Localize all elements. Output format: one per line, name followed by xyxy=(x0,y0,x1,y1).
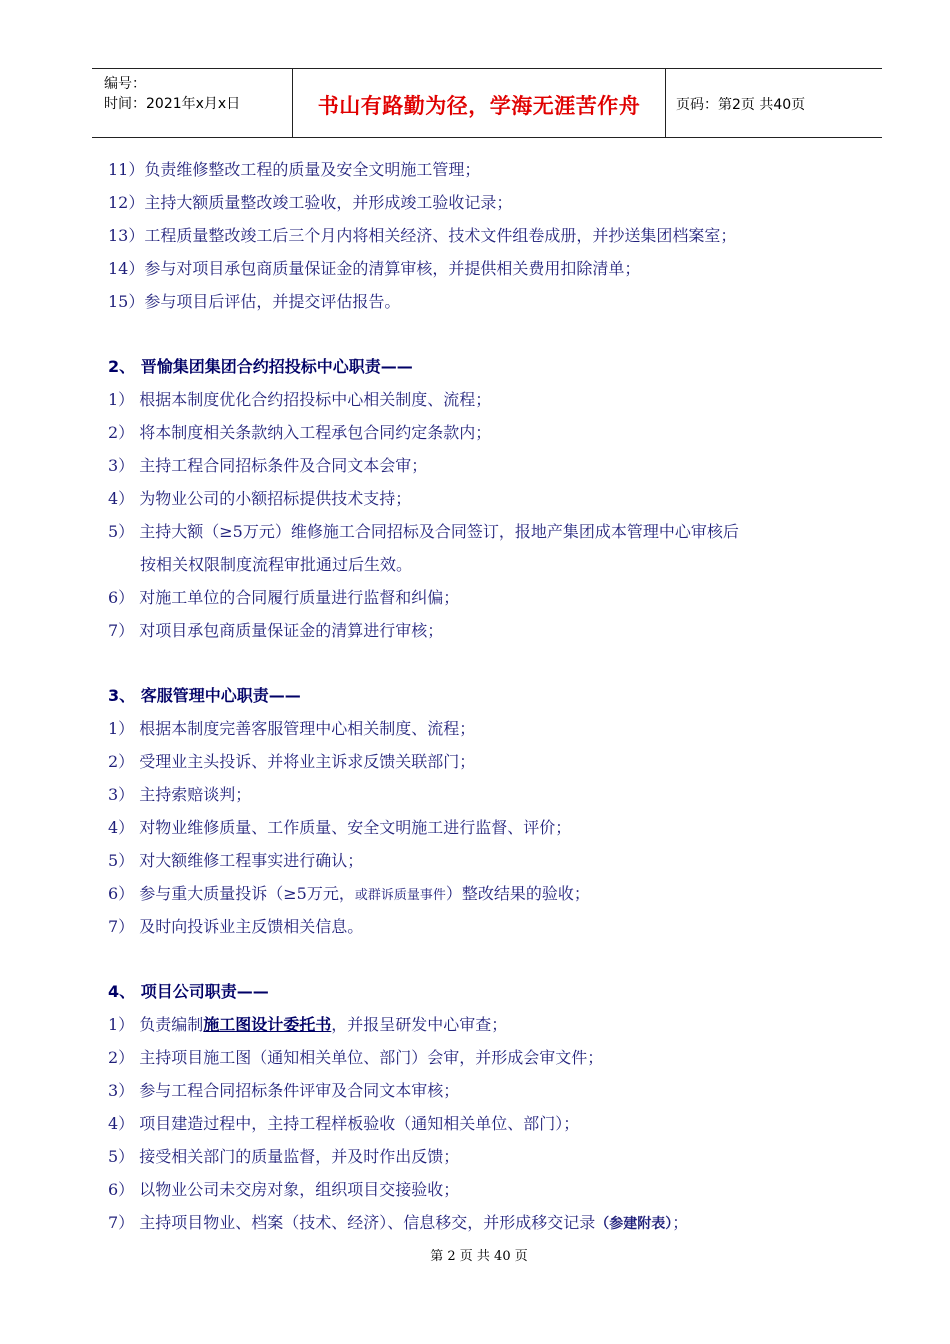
list-item: 4） 为物业公司的小额招标提供技术支持； xyxy=(108,489,412,508)
list-item: 15）参与项目后评估，并提交评估报告。 xyxy=(108,292,401,311)
list-item: 14）参与对项目承包商质量保证金的清算审核，并提供相关费用扣除清单； xyxy=(108,259,641,278)
list-item: 2） 将本制度相关条款纳入工程承包合同约定条款内； xyxy=(108,423,492,442)
page-label: 页码：第2页 共40页 xyxy=(676,97,806,113)
list-item: 7） 对项目承包商质量保证金的清算进行审核； xyxy=(108,621,444,640)
list-item: 1） 根据本制度优化合约招投标中心相关制度、流程； xyxy=(108,390,492,409)
page-footer xyxy=(0,1245,950,1264)
list-item: 3） 参与工程合同招标条件评审及合同文本审核； xyxy=(108,1081,460,1100)
list-item: 7） 及时向投诉业主反馈相关信息。 xyxy=(108,917,364,936)
item-text: ，并报呈研发中心审查； xyxy=(331,1015,508,1034)
list-item: 12）主持大额质量整改竣工验收，并形成竣工验收记录； xyxy=(108,193,513,212)
item-text: ）整改结果的验收； xyxy=(445,884,590,903)
list-item: 13）工程质量整改竣工后三个月内将相关经济、技术文件组卷成册，并抄送集团档案室； xyxy=(108,226,737,245)
list-item: 4） 项目建造过程中，主持工程样板验收（通知相关单位、部门）； xyxy=(108,1114,580,1133)
section-heading: 2、 晋愉集团集团合约招投标中心职责—— xyxy=(108,357,413,376)
list-item: 5） 接受相关部门的质量监督，并及时作出反馈； xyxy=(108,1147,460,1166)
list-item: 1） 根据本制度完善客服管理中心相关制度、流程； xyxy=(108,719,476,738)
item-text: ； xyxy=(672,1213,689,1232)
list-item-continuation: 按相关权限制度流程审批通过后生效。 xyxy=(140,555,413,574)
list-item xyxy=(108,1211,688,1236)
list-item: 5） 对大额维修工程事实进行确认； xyxy=(108,851,364,870)
number-label: 编号： xyxy=(104,76,146,92)
header-motto xyxy=(293,69,666,137)
list-item: 6） 对施工单位的合同履行质量进行监督和纠偏； xyxy=(108,588,460,607)
item-text: 6） 参与重大质量投诉（≥5万元， xyxy=(108,884,355,903)
item-bold-text: （参建附表） xyxy=(595,1216,673,1232)
list-item: 3） 主持索赔谈判； xyxy=(108,785,252,804)
time-label: 时间：2021年x月x日 xyxy=(104,96,241,112)
list-item: 5） 主持大额（≥5万元）维修施工合同招标及合同签订，报地产集团成本管理中心审核后 xyxy=(108,522,739,541)
item-text: 1） 负责编制 xyxy=(108,1015,204,1034)
list-item xyxy=(108,882,590,908)
header-page-info xyxy=(666,69,882,137)
list-item xyxy=(108,1013,507,1037)
header-meta xyxy=(92,69,293,137)
item-text: 7） 主持项目物业、档案（技术、经济）、信息移交，并形成移交记录 xyxy=(108,1213,596,1232)
item-small-text: 或群诉质量事件 xyxy=(354,888,446,903)
design-commission-link[interactable]: 施工图设计委托书 xyxy=(203,1015,332,1034)
list-item: 6） 以物业公司未交房对象，组织项目交接验收； xyxy=(108,1180,460,1199)
section-heading: 3、 客服管理中心职责—— xyxy=(108,686,301,705)
list-item: 2） 主持项目施工图（通知相关单位、部门）会审，并形成会审文件； xyxy=(108,1048,604,1067)
motto-text: 书山有路勤为径，学海无涯苦作舟 xyxy=(317,94,641,118)
list-item: 2） 受理业主头投诉、并将业主诉求反馈关联部门； xyxy=(108,752,476,771)
list-item: 4） 对物业维修质量、工作质量、安全文明施工进行监督、评价； xyxy=(108,818,572,837)
page-header xyxy=(92,68,882,138)
list-item: 11）负责维修整改工程的质量及安全文明施工管理； xyxy=(108,160,481,179)
footer-page-number: 第 2 页 共 40 页 xyxy=(430,1249,528,1264)
section-heading: 4、 项目公司职责—— xyxy=(108,982,269,1001)
list-item: 3） 主持工程合同招标条件及合同文本会审； xyxy=(108,456,428,475)
